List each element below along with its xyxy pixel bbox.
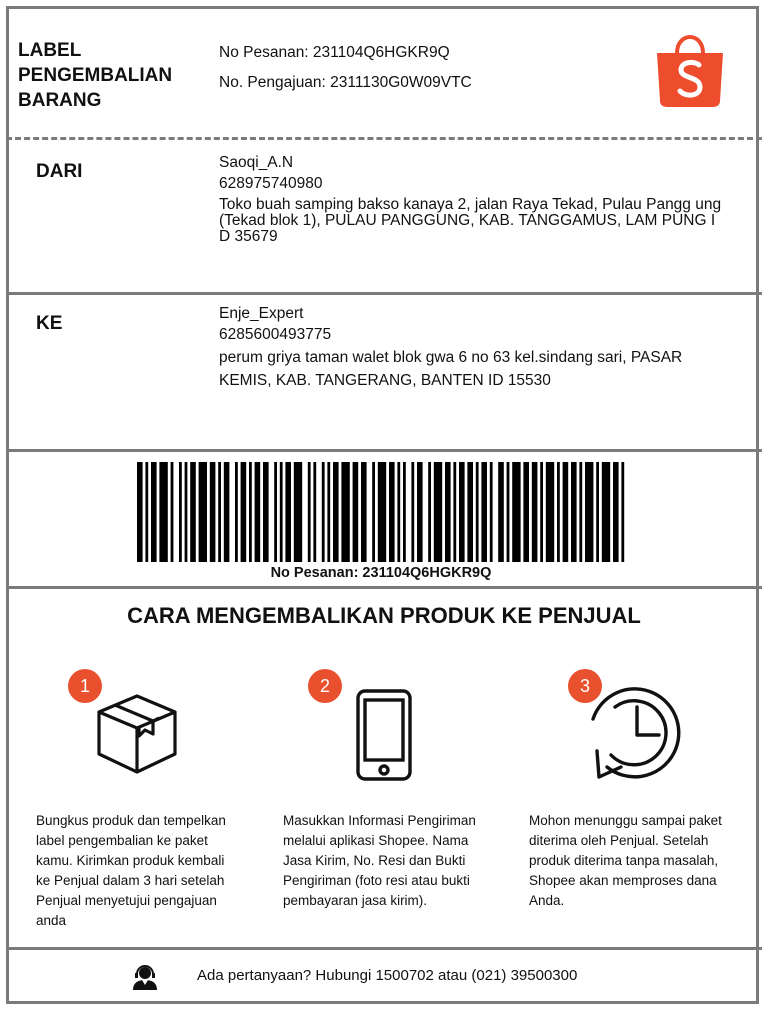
customer-service-icon bbox=[131, 964, 159, 990]
step-description: Mohon menunggu sampai paket diterima oleh Penjual. Setelah produk diterima tanpa masalah, Shopee akan memproses dana Anda. bbox=[529, 813, 722, 908]
barcode-bar bbox=[361, 462, 367, 562]
sender-info bbox=[219, 155, 724, 245]
barcode bbox=[137, 462, 627, 562]
barcode-bar bbox=[453, 462, 456, 562]
barcode-bar bbox=[498, 462, 504, 562]
recipient-address: perum griya taman walet blok gwa 6 no 63 kel.sindang sari, PASAR KEMIS, KAB. TANGERANG, BANTEN ID 15530 bbox=[219, 349, 683, 389]
barcode-bar bbox=[327, 462, 330, 562]
title-line: PENGEMBALIAN bbox=[18, 65, 173, 86]
barcode-bar bbox=[235, 462, 238, 562]
barcode-bar bbox=[190, 462, 196, 562]
barcode-bar bbox=[179, 462, 182, 562]
barcode-bar bbox=[532, 462, 538, 562]
barcode-bar bbox=[185, 462, 188, 562]
recipient-phone: 6285600493775 bbox=[219, 326, 332, 343]
recipient-name: Enje_Expert bbox=[219, 305, 304, 322]
barcode-bar bbox=[613, 462, 619, 562]
barcode-bar bbox=[434, 462, 442, 562]
barcode-bar bbox=[145, 462, 148, 562]
barcode-bar bbox=[476, 462, 479, 562]
barcode-bar bbox=[372, 462, 375, 562]
barcode-bar bbox=[159, 462, 167, 562]
barcode-bar bbox=[353, 462, 359, 562]
barcode-bar bbox=[621, 462, 624, 562]
package-box-icon bbox=[93, 690, 181, 776]
howto-title: CARA MENGEMBALIKAN PRODUK KE PENJUAL bbox=[127, 603, 641, 628]
barcode-bar bbox=[428, 462, 431, 562]
barcode-bar bbox=[507, 462, 510, 562]
barcode-bar bbox=[137, 462, 143, 562]
shopee-bag-icon bbox=[655, 35, 725, 109]
barcode-bar bbox=[411, 462, 414, 562]
barcode-bar bbox=[445, 462, 451, 562]
sender-label: DARI bbox=[36, 161, 83, 182]
barcode-bar bbox=[417, 462, 423, 562]
barcode-bar bbox=[151, 462, 157, 562]
recipient-info bbox=[219, 306, 724, 392]
step-description: Masukkan Informasi Pengiriman melalui aplikasi Shopee. Nama Jasa Kirim, No. Resi dan Bukti Pengiriman (foto resi atau bukti pembayaran jasa kirim). bbox=[283, 813, 476, 908]
barcode-bar bbox=[255, 462, 261, 562]
barcode-bar bbox=[280, 462, 283, 562]
clock-history-icon bbox=[585, 685, 689, 785]
submission-number: No. Pengajuan: 2311130G0W09VTC bbox=[219, 74, 472, 91]
sender-name: Saoqi_A.N bbox=[219, 154, 294, 171]
barcode-bar bbox=[403, 462, 406, 562]
barcode-bar bbox=[313, 462, 316, 562]
barcode-bar bbox=[308, 462, 311, 562]
sender-phone: 628975740980 bbox=[219, 175, 323, 192]
barcode-bar bbox=[546, 462, 554, 562]
title-line: LABEL bbox=[18, 40, 82, 61]
recipient-label: KE bbox=[36, 313, 63, 334]
barcode-bar bbox=[224, 462, 230, 562]
contact-text: Ada pertanyaan? Hubungi 1500702 atau (021) 39500300 bbox=[197, 967, 578, 984]
divider bbox=[6, 292, 762, 295]
step-number-badge: 2 bbox=[308, 669, 342, 703]
barcode-bar bbox=[389, 462, 395, 562]
barcode-bar bbox=[571, 462, 577, 562]
barcode-bar bbox=[602, 462, 610, 562]
barcode-bar bbox=[294, 462, 302, 562]
divider bbox=[6, 586, 762, 589]
barcode-bar bbox=[333, 462, 339, 562]
barcode-bar bbox=[585, 462, 593, 562]
barcode-bar bbox=[341, 462, 349, 562]
smartphone-icon bbox=[355, 688, 413, 782]
barcode-bar bbox=[218, 462, 221, 562]
barcode-bar bbox=[274, 462, 277, 562]
page-title bbox=[18, 38, 172, 113]
barcode-order-number: No Pesanan: 231104Q6HGKR9Q bbox=[270, 565, 492, 581]
sender-address: Toko buah samping bakso kanaya 2, jalan Raya Tekad, Pulau Pangg ung (Tekad blok 1), PULAU PANGGUNG, KAB. TANGGAMUS, LAM PUNG ID 35679 bbox=[219, 196, 722, 245]
barcode-bar bbox=[171, 462, 174, 562]
divider bbox=[6, 449, 762, 452]
divider bbox=[6, 137, 762, 140]
barcode-bar bbox=[481, 462, 487, 562]
divider bbox=[6, 947, 762, 950]
barcode-bar bbox=[523, 462, 529, 562]
step-description: Bungkus produk dan tempelkan label pengembalian ke paket kamu. Kirimkan produk kembali ke Penjual dalam 3 hari setelah Penjual menyetujui pengajuan anda bbox=[36, 813, 226, 928]
step-number-badge: 1 bbox=[68, 669, 102, 703]
barcode-bar bbox=[540, 462, 543, 562]
barcode-bar bbox=[397, 462, 400, 562]
step-number-badge: 3 bbox=[568, 669, 602, 703]
barcode-bar bbox=[378, 462, 386, 562]
barcode-bar bbox=[241, 462, 247, 562]
barcode-bar bbox=[199, 462, 207, 562]
title-line: BARANG bbox=[18, 90, 102, 111]
barcode-bar bbox=[579, 462, 582, 562]
barcode-bar bbox=[263, 462, 269, 562]
barcode-bar bbox=[285, 462, 291, 562]
order-number: No Pesanan: 231104Q6HGKR9Q bbox=[219, 44, 450, 61]
barcode-bar bbox=[249, 462, 252, 562]
barcode-bar bbox=[557, 462, 560, 562]
barcode-bar bbox=[490, 462, 493, 562]
barcode-bar bbox=[459, 462, 465, 562]
barcode-bar bbox=[512, 462, 520, 562]
barcode-bar bbox=[563, 462, 569, 562]
barcode-bar bbox=[596, 462, 599, 562]
barcode-bar bbox=[467, 462, 473, 562]
barcode-bar bbox=[210, 462, 216, 562]
barcode-bar bbox=[322, 462, 325, 562]
